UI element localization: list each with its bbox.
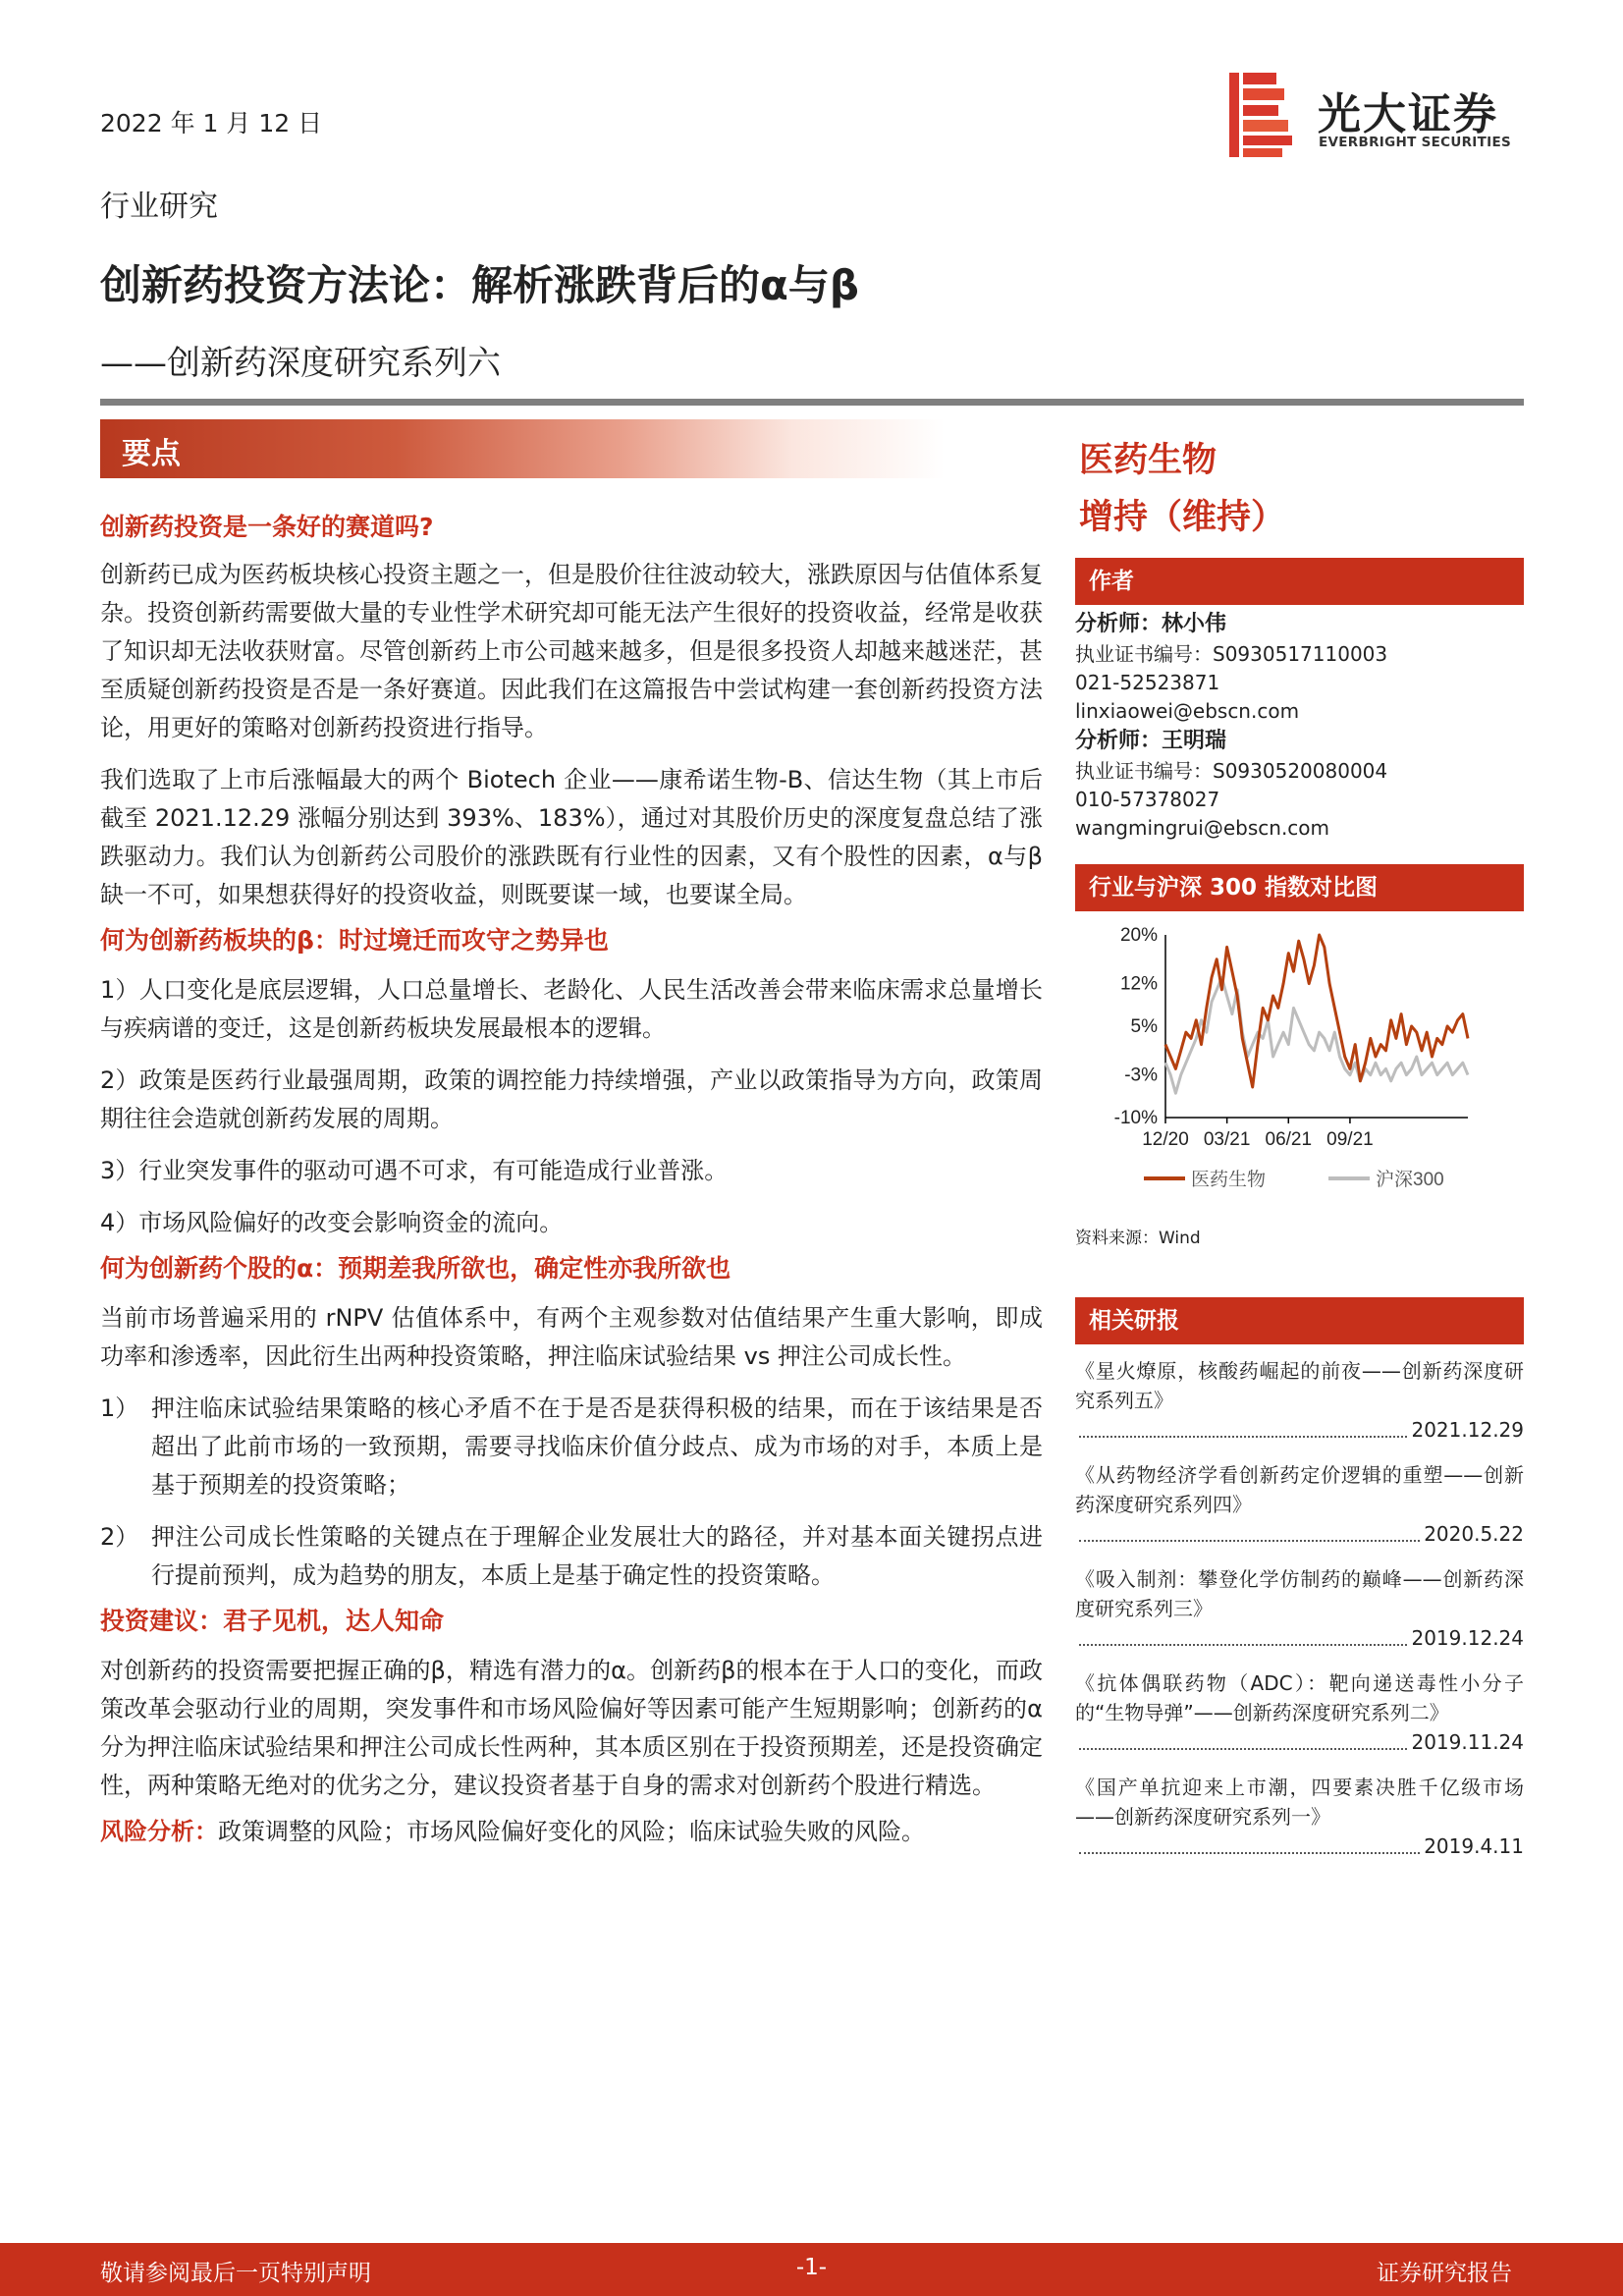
beta-item: 3）行业突发事件的驱动可遇不可求，有可能造成行业普涨。 (100, 1157, 729, 1184)
related-report-item (1075, 1460, 1524, 1549)
y-tick-label: 12% (1119, 973, 1158, 995)
dot-leader (1079, 1748, 1407, 1750)
section-heading: 何为创新药板块的β：时过境迁而攻守之势异也 (100, 926, 609, 955)
beta-item: 1）人口变化是底层逻辑，人口总量增长、老龄化、人民生活改善会带来临床需求总量增长与疾病谱的变迁，这是创新药板块发展最根本的逻辑。 (100, 976, 1043, 1042)
main-content (100, 509, 1043, 1851)
paragraph: 对创新药的投资需要把握正确的β，精选有潜力的α。创新药β的根本在于人口的变化，而政策改革会驱动行业的周期，突发事件和市场风险偏好等因素可能产生短期影响；创新药的α分为押注临床试验结果和押注公司成长性两种，其本质区别在于投资预期差，还是投资确定性，两种策略无绝对的优劣之分，建议投资者基于自身的需求对创新药个股进行精选。 (100, 1657, 1043, 1799)
chart-svg (1075, 923, 1524, 1218)
header-divider (100, 399, 1524, 406)
y-tick-label: 20% (1119, 925, 1158, 946)
dot-leader (1079, 1436, 1407, 1438)
sidebar (1075, 432, 1524, 1877)
analyst-name: 分析师：林小伟 (1075, 612, 1227, 636)
sector-name: 医药生物 (1079, 441, 1217, 480)
related-report-date: 2019.11.24 (1411, 1730, 1524, 1754)
x-tick-label: 12/20 (1142, 1129, 1189, 1150)
report-date: 2022 年 1 月 12 日 (100, 109, 323, 137)
beta-item: 4）市场风险偏好的改变会影响资金的流向。 (100, 1209, 564, 1236)
page-number: -1- (795, 2255, 828, 2280)
legend-label: 医药生物 (1191, 1170, 1267, 1190)
alpha-item (100, 1390, 1043, 1504)
related-report-title: 《抗体偶联药物（ADC）：靶向递送毒性小分子的“生物导弹”——创新药深度研究系列二》 (1075, 1671, 1524, 1724)
alpha-item (100, 1518, 1043, 1595)
x-tick-label: 06/21 (1265, 1129, 1313, 1150)
report-category: 行业研究 (100, 190, 218, 224)
related-report-title: 《从药物经济学看创新药定价逻辑的重塑——创新药深度研究系列四》 (1075, 1463, 1524, 1516)
related-reports-list (1075, 1356, 1524, 1861)
everbright-logo-icon (1229, 73, 1292, 157)
author-section-bar: 作者 (1075, 558, 1524, 605)
list-number: 1） (100, 1394, 139, 1422)
paragraph: 当前市场普遍采用的 rNPV 估值体系中，有两个主观参数对估值结果产生重大影响，即成功率和渗透率，因此衍生出两种投资策略，押注临床试验结果 vs 押注公司成长性。 (100, 1304, 1043, 1370)
analyst-phone: 021-52523871 (1075, 671, 1220, 694)
related-report-item (1075, 1773, 1524, 1861)
analyst-email: linxiaowei@ebscn.com (1075, 699, 1300, 723)
section-heading: 何为创新药个股的α：预期差我所欲也，确定性亦我所欲也 (100, 1254, 731, 1283)
footer-report-type: 证券研究报告 (1377, 2261, 1512, 2286)
analyst-cert: 执业证书编号：S0930520080004 (1075, 759, 1388, 783)
section-heading: 创新药投资是一条好的赛道吗? (100, 513, 434, 541)
related-report-date: 2019.4.11 (1424, 1834, 1524, 1858)
chart-source: 资料来源：Wind (1075, 1229, 1201, 1248)
analyst-cert: 执业证书编号：S0930517110003 (1075, 642, 1388, 666)
dot-leader (1079, 1540, 1420, 1542)
related-section-bar: 相关研报 (1075, 1297, 1524, 1344)
related-report-title: 《国产单抗迎来上市潮，四要素决胜千亿级市场——创新药深度研究系列一》 (1075, 1776, 1524, 1829)
analyst-phone: 010-57378027 (1075, 788, 1220, 811)
related-report-title: 《吸入制剂：攀登化学仿制药的巅峰——创新药深度研究系列三》 (1075, 1567, 1524, 1620)
related-report-date: 2020.5.22 (1424, 1522, 1524, 1546)
footer-disclaimer: 敬请参阅最后一页特别声明 (100, 2261, 371, 2286)
key-points-label: 要点 (122, 437, 181, 471)
paragraph: 我们选取了上市后涨幅最大的两个 Biotech 企业——康希诺生物-B、信达生物（其上市后截至 2021.12.29 涨幅分别达到 393%、183%），通过对其股价历史的深度复盘总结了涨跌驱动力。我们认为创新药公司股价的涨跌既有行业性的因素，又有个股性的因素，α与β缺一不可，如果想获得好的投资收益，则既要谋一域，也要谋全局。 (100, 766, 1043, 908)
related-report-title: 《星火燎原，核酸药崛起的前夜——创新药深度研究系列五》 (1075, 1359, 1524, 1412)
beta-item: 2）政策是医药行业最强周期，政策的调控能力持续增强，产业以政策指导为方向，政策周期往往会造就创新药发展的周期。 (100, 1066, 1043, 1132)
logo-chinese-text: 光大证券 (1318, 89, 1498, 139)
related-report-date: 2021.12.29 (1411, 1418, 1524, 1442)
x-tick-label: 09/21 (1326, 1129, 1374, 1150)
paragraph: 创新药已成为医药板块核心投资主题之一，但是股价往往波动较大，涨跌原因与估值体系复杂。投资创新药需要做大量的专业性学术研究却可能无法产生很好的投资收益，经常是收获了知识却无法收获财富。尽管创新药上市公司越来越多，但是很多投资人却越来越迷茫，甚至质疑创新药投资是否是一条好赛道。因此我们在这篇报告中尝试构建一套创新药投资方法论，用更好的策略对创新药投资进行指导。 (100, 561, 1043, 741)
x-tick-label: 03/21 (1203, 1129, 1251, 1150)
related-report-item (1075, 1668, 1524, 1757)
report-subtitle: ——创新药深度研究系列六 (100, 344, 501, 383)
y-tick-label: -10% (1113, 1108, 1158, 1128)
footer (0, 2243, 1623, 2296)
report-title: 创新药投资方法论：解析涨跌背后的α与β (100, 261, 859, 309)
list-number: 2） (100, 1523, 139, 1551)
risk-label: 风险分析： (100, 1818, 218, 1845)
y-tick-label: 5% (1130, 1016, 1158, 1037)
company-logo (1229, 73, 1524, 157)
series-line-csi300 (1165, 977, 1468, 1093)
list-text: 押注临床试验结果策略的核心矛盾不在于是否是获得积极的结果，而在于该结果是否超出了此前市场的一致预期，需要寻找临床价值分歧点、成为市场的对手，本质上是基于预期差的投资策略； (151, 1394, 1043, 1499)
risk-text: 政策调整的风险；市场风险偏好变化的风险；临床试验失败的风险。 (218, 1818, 925, 1845)
legend-label: 沪深300 (1376, 1170, 1444, 1190)
logo-english-text: EVERBRIGHT SECURITIES (1319, 135, 1511, 150)
related-report-item (1075, 1356, 1524, 1445)
dot-leader (1079, 1852, 1420, 1854)
analyst-name: 分析师：王明瑞 (1075, 729, 1227, 753)
chart-section-bar: 行业与沪深 300 指数对比图 (1075, 864, 1524, 911)
related-report-date: 2019.12.24 (1411, 1626, 1524, 1650)
list-text: 押注公司成长性策略的关键点在于理解企业发展壮大的路径，并对基本面关键拐点进行提前预判，成为趋势的朋友，本质上是基于确定性的投资策略。 (151, 1523, 1043, 1589)
index-comparison-chart (1075, 923, 1524, 1218)
analyst-email: wangmingrui@ebscn.com (1075, 816, 1330, 840)
risk-analysis (100, 1813, 1043, 1851)
key-points-banner (100, 419, 945, 478)
rating: 增持（维持） (1079, 498, 1286, 537)
related-report-item (1075, 1564, 1524, 1653)
section-heading: 投资建议：君子见机，达人知命 (100, 1607, 445, 1635)
y-tick-label: -3% (1124, 1065, 1158, 1086)
dot-leader (1079, 1644, 1407, 1646)
